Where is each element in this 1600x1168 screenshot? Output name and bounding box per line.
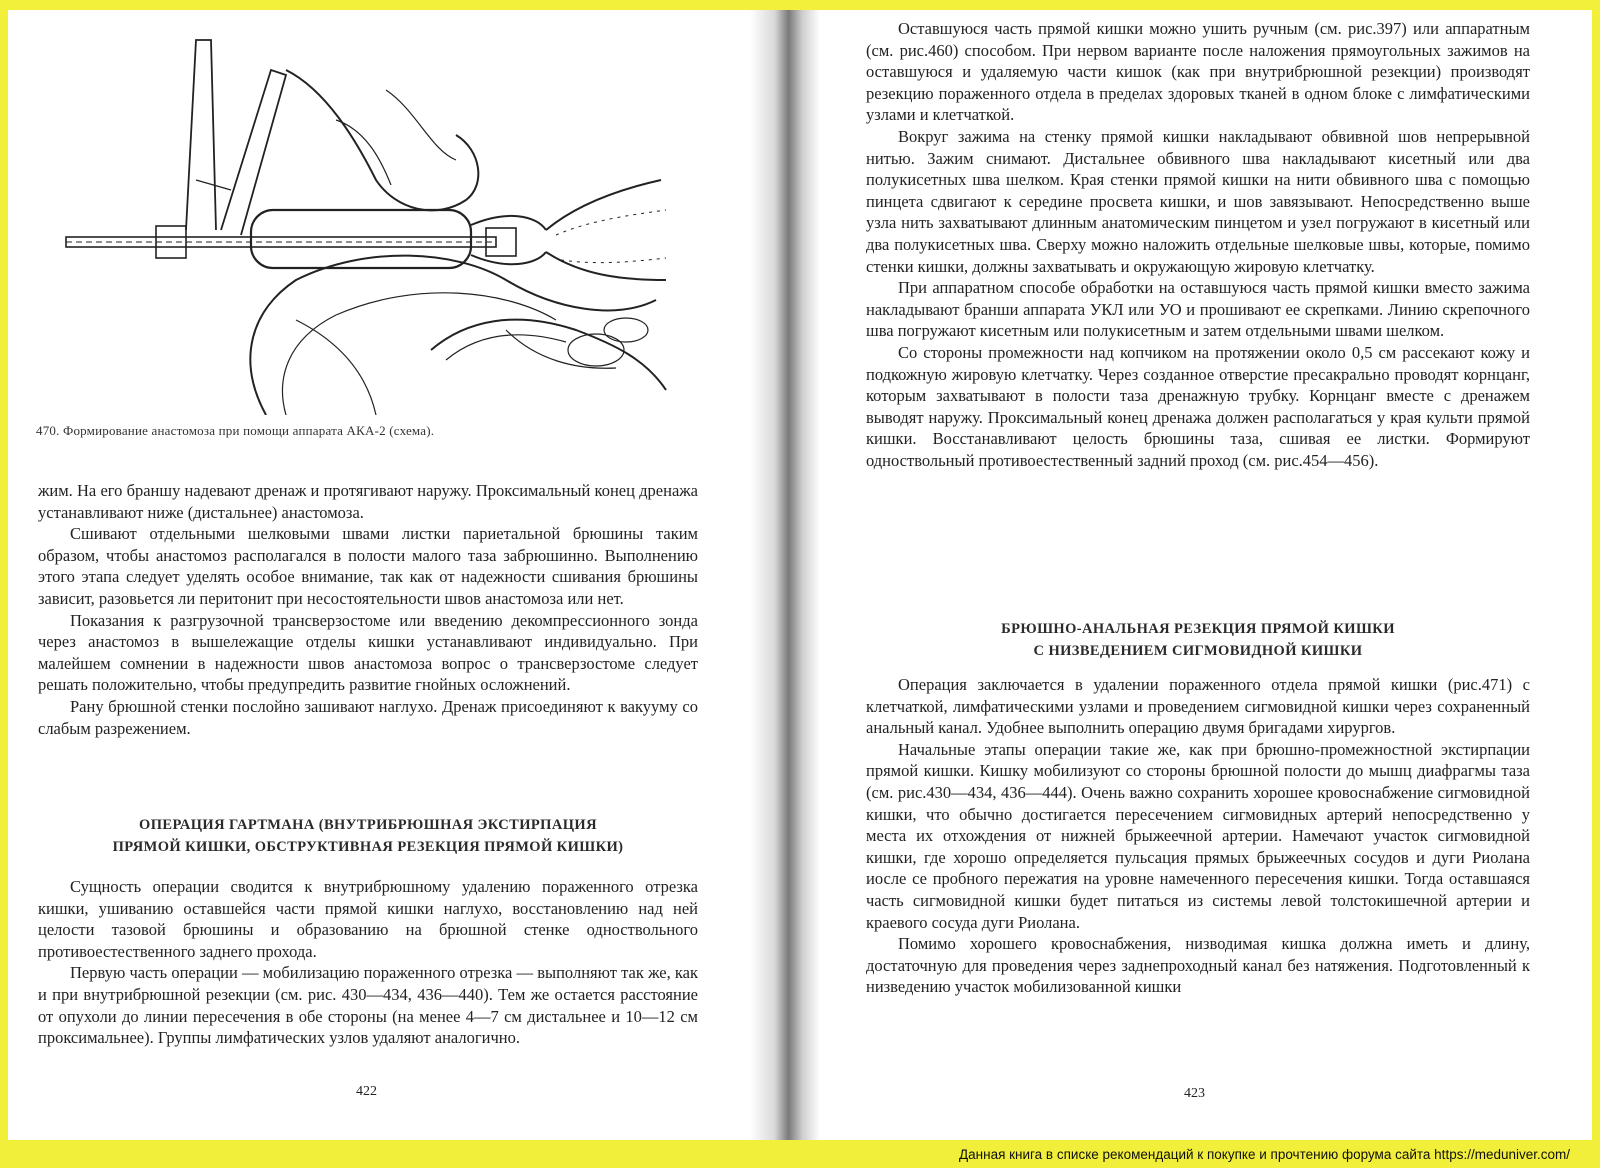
page-number-left: 422 (356, 1084, 377, 1099)
paragraph: Рану брюшной стенки послойно зашивают наглухо. Дренаж присоединяют к вакууму со слабым разрежением. (38, 696, 698, 738)
footer-notice: Данная книга в списке рекомендаций к покупке и прочтению форума сайта https://meduniver.com/ (959, 1147, 1570, 1162)
heading-line: С НИЗВЕДЕНИЕМ СИГМОВИДНОЙ КИШКИ (1033, 643, 1363, 659)
right-section-heading (866, 618, 1530, 662)
right-page (858, 10, 1538, 1140)
anastomosis-diagram (36, 30, 676, 415)
paragraph: Вокруг зажима на стенку прямой кишки накладывают обвивной шов непрерывной нитью. Зажим снимают. Дистальнее обвивного шва накладывают кисетный или два полукисетных шва шелком. Края стенки прямой кишки на нити обвивного шва с помощью пинцета сдвигают к середине просвета кишки, и шов завязывают. Непосредственно выше узла нить захватывают длинным анатомическим пинцетом и узел погружают в кисетный или два полукисетных шва. Сверху можно наложить отдельные шелковые швы, которые, помимо стенки кишки, должны захватывать и окружающую жировую клетчатку. (866, 126, 1530, 276)
page-number-right: 423 (1184, 1086, 1205, 1101)
paragraph: Операция заключается в удалении пораженного отдела прямой кишки (рис.471) с клетчаткой, лимфатическими узлами и проведением сигмовидной кишки через сохраненный анальный канал. Удобнее выполнить операцию двумя бригадами хирургов. (866, 675, 1530, 738)
left-page (26, 10, 716, 1140)
left-text-before-heading (38, 480, 698, 739)
paragraph: Показания к разгрузочной трансверзостоме или введению декомпрессионного зонда через анастомоз в вышележащие отделы кишки устанавливают индивидуально. При малейшем сомнении в надежности швов анастомоза вопрос о трансверзостоме следует решать положительно, чтобы предупредить развитие гнойных осложнений. (38, 610, 698, 695)
paragraph: Сущность операции сводится к внутрибрюшному удалению пораженного отрезка кишки, ушиванию оставшейся части прямой кишки наглухо, восстановлению над ней целости тазовой брюшины и образованию на брюшной стенке одноствольного противоестественного заднего прохода. (38, 877, 698, 961)
paragraph: Первую часть операции — мобилизацию пораженного отрезка — выполняют так же, как и при внутрибрюшной резекции (см. рис. 430—434, 436—440). Тем же остается расстояние от опухоли до линии пересечения в обе стороны (на менее 4—7 см дистальнее и 10—12 см проксимальнее). Группы лимфатических узлов удаляют аналогично. (38, 963, 698, 1048)
book-gutter (750, 10, 820, 1140)
figure-470-illustration (36, 30, 676, 415)
paragraph: Оставшуюся часть прямой кишки можно ушить ручным (см. рис.397) или аппаратным (см. рис.460) способом. При нервом варианте после наложения прямоугольных зажимов на оставшуюся и удаляемую части кишок (как при внутрибрюшной резекции) производят резекцию пораженного отдела в пределах здоровых тканей в одном блоке с лимфатическими узлами и клетчаткой. (866, 19, 1530, 125)
paragraph: Сшивают отдельными шелковыми швами листки париетальной брюшины таким образом, чтобы анастомоз располагался в полости малого таза забрюшинно. Выполнению этого этапа следует уделять особое внимание, так как от надежности сшивания брюшины зависит, разовьется ли перитонит при несостоятельности швов анастомоза или нет. (38, 524, 698, 608)
paragraph: При аппаратном способе обработки на оставшуюся часть прямой кишки вместо зажима накладывают бранши аппарата УКЛ или УО и прошивают ее скрепками. Линию скрепочного шва погружают кисетным или полукисетным и затем отдельными швами шелком. (866, 278, 1530, 341)
paragraph: Начальные этапы операции такие же, как при брюшно-промежностной экстирпации прямой кишки. Кишку мобилизуют со стороны брюшной полости до мышц диафрагмы таза (см. рис.430—434, 436—444). Очень важно сохранить хорошее кровоснабжение сигмовидной кишки, что обычно достигается пересечением сигмовидных артерий непосредственно у места их отхождения от нижней брыжеечной артерии. Намечают участок сигмовидной кишки, где хорошо определяется пульсация прямых брыжеечных сосудов и дуги Риолана иосле се пробного пережатия на уровне намеченного пересечения кишки. Тогда оставшаяся часть сигмовидной кишки будет питаться из системы левой толстокишечной артерии и краевого сосуда дуги Риолана. (866, 739, 1530, 932)
paragraph: жим. На его браншу надевают дренаж и протягивают наружу. Проксимальный конец дренажа устанавливают ниже (дистальнее) анастомоза. (38, 481, 698, 522)
heading-line: ОПЕРАЦИЯ ГАРТМАНА (ВНУТРИБРЮШНАЯ ЭКСТИРПАЦИЯ (139, 817, 597, 833)
left-section-heading (38, 814, 698, 858)
paragraph: Со стороны промежности над копчиком на протяжении около 0,5 см рассекают кожу и подкожную жировую клетчатку. Через созданное отверстие пресакрально проводят корнцанг, которым захватывают в полости таза дренажную трубку. Корнцанг вместе с дренажем выводят наружу. Проксимальный конец дренажа должен располагаться у края культи прямой кишки. Восстанавливают целость брюшины таза, сшивая ее листки. Формируют одноствольный противоестественный задний проход (см. рис.454—456). (866, 342, 1530, 470)
book-spread (8, 10, 1592, 1140)
figure-caption: 470. Формирование анастомоза при помощи аппарата АКА-2 (схема). (36, 423, 435, 438)
right-text-top (866, 18, 1530, 471)
right-text-after-heading (866, 674, 1530, 998)
heading-line: БРЮШНО-АНАЛЬНАЯ РЕЗЕКЦИЯ ПРЯМОЙ КИШКИ (1001, 621, 1395, 637)
paragraph: Помимо хорошего кровоснабжения, низводимая кишка должна иметь и длину, достаточную для проведения через заднепроходный канал без натяжения. Подготовленный к низведению участок мобилизованной кишки (866, 934, 1530, 997)
heading-line: ПРЯМОЙ КИШКИ, ОБСТРУКТИВНАЯ РЕЗЕКЦИЯ ПРЯМОЙ КИШКИ) (112, 839, 624, 855)
left-text-after-heading (38, 876, 698, 1049)
